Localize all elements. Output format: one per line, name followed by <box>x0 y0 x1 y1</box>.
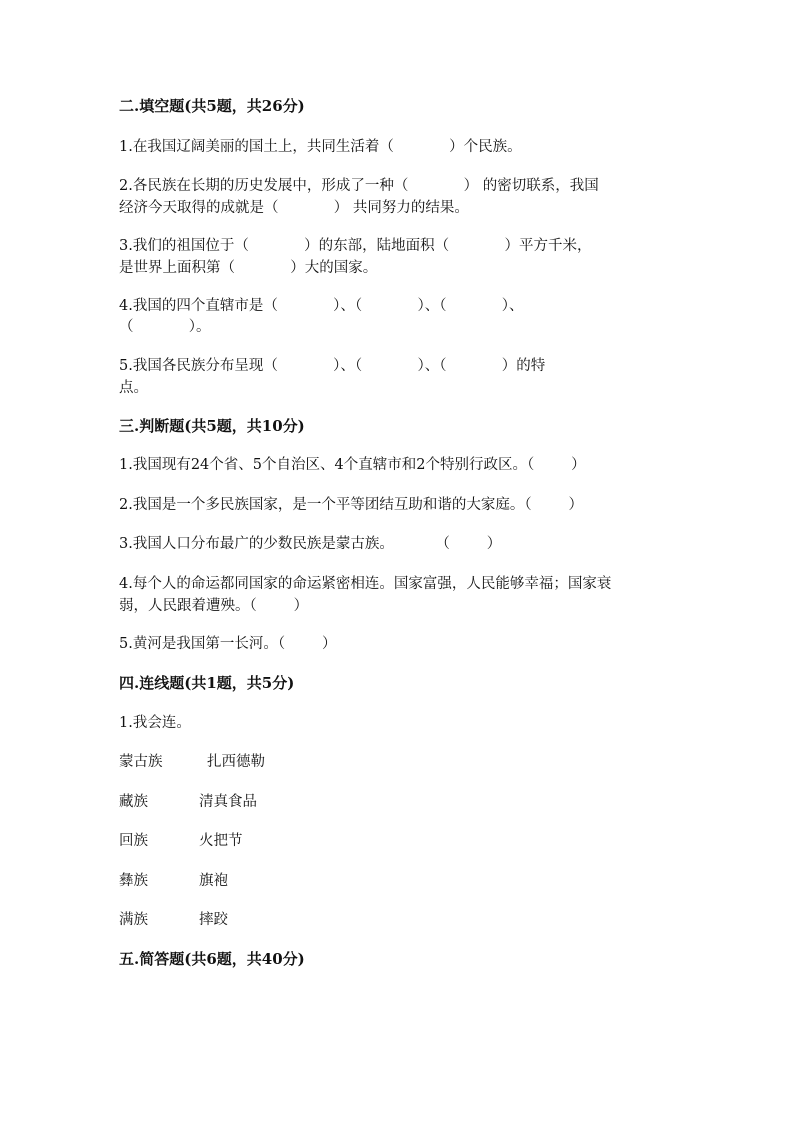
section-title-true-false: 三.判断题(共5题，共10分) <box>119 417 305 435</box>
fill-question-5-line-1: 5.我国各民族分布呈现（ ）、（ ）、（ ）的特 <box>119 358 546 374</box>
match-question-1: 1.我会连。 <box>119 715 191 731</box>
judge-question-4-line-1: 4.每个人的命运都同国家的命运紧密相连。国家富强，人民能够幸福；国家衰 <box>119 576 612 592</box>
match-left-item: 回族 <box>119 833 148 849</box>
match-left-item: 满族 <box>119 912 148 928</box>
match-left-item: 彝族 <box>119 873 148 889</box>
match-right-item: 摔跤 <box>199 912 228 928</box>
fill-question-3-line-1: 3.我们的祖国位于（ ）的东部，陆地面积（ ）平方千米， <box>119 238 592 254</box>
match-left-item: 藏族 <box>119 794 148 810</box>
judge-question-4-line-2: 弱，人民跟着遭殃。（ ） <box>119 598 309 614</box>
judge-question-2: 2.我国是一个多民族国家，是一个平等团结互助和谐的大家庭。（ ） <box>119 497 583 513</box>
match-left-item: 蒙古族 <box>119 754 163 770</box>
judge-question-3: 3.我国人口分布最广的少数民族是蒙古族。 （ ） <box>119 536 502 552</box>
match-right-item: 扎西德勒 <box>207 754 265 770</box>
fill-question-2-line-2: 经济今天取得的成就是（ ） 共同努力的结果。 <box>119 200 469 216</box>
fill-question-1: 1.在我国辽阔美丽的国土上，共同生活着（ ）个民族。 <box>119 139 522 155</box>
fill-question-5-line-2: 点。 <box>119 380 148 396</box>
fill-question-3-line-2: 是世界上面积第（ ）大的国家。 <box>119 260 378 276</box>
match-right-item: 清真食品 <box>199 794 257 810</box>
fill-question-4-line-1: 4.我国的四个直辖市是（ ）、（ ）、（ ）、 <box>119 298 524 314</box>
fill-question-2-line-1: 2.各民族在长期的历史发展中，形成了一种（ ） 的密切联系，我国 <box>119 178 599 194</box>
judge-question-1: 1.我国现有24个省、5个自治区、4个直辖市和2个特别行政区。（ ） <box>119 457 586 473</box>
section-title-short-answer: 五.简答题(共6题，共40分) <box>119 950 305 968</box>
match-right-item: 火把节 <box>199 833 243 849</box>
match-right-item: 旗袍 <box>199 873 228 889</box>
judge-question-5: 5.黄河是我国第一长河。（ ） <box>119 636 337 652</box>
section-title-matching: 四.连线题(共1题，共5分) <box>119 674 295 692</box>
section-title-fill-in: 二.填空题(共5题，共26分) <box>119 97 305 115</box>
fill-question-4-line-2: （ ）。 <box>119 319 211 335</box>
